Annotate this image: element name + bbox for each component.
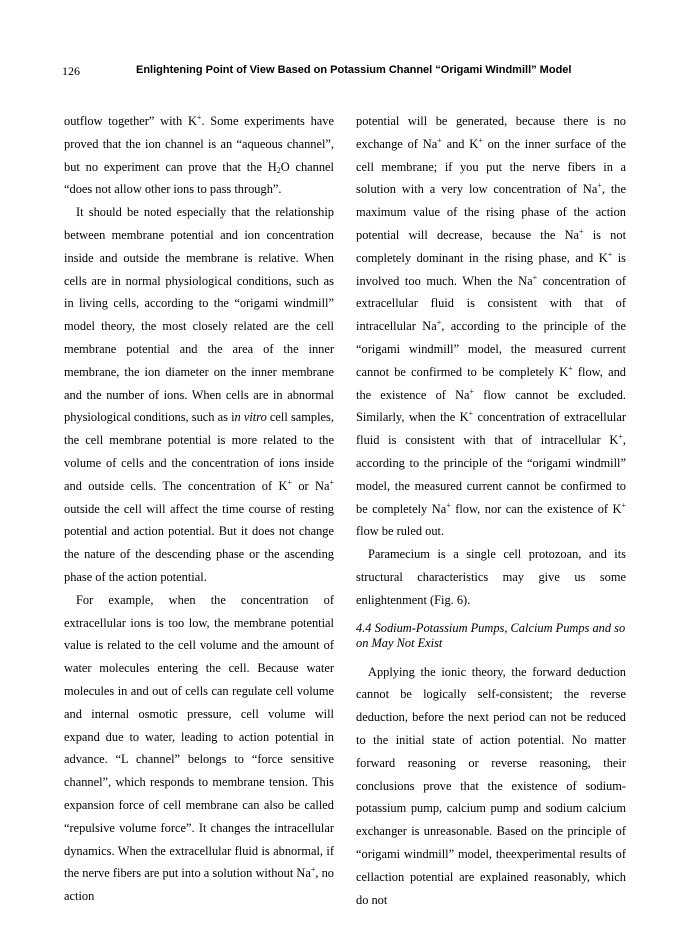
paragraph: Applying the ionic theory, the forward deduction cannot be logically self-consistent; the reverse deduction, before the next period can not be reduced to the initial state of action potential. No matter forward reasoning or reverse reasoning, their conclusions prove that the existence of sodium-potassium pump, calcium pump and sodium calcium exchanger is unreasonable. Based on the principle of “origami windmill” model, theexperimental results of cellaction potential are explained reasonably, which do not <box>356 664 626 907</box>
page-header <box>62 64 628 84</box>
paragraph: Paramecium is a single cell protozoan, and its structural characteristics may give us some enlightenment (Fig. 6). <box>356 547 626 607</box>
section-heading: 4.4 Sodium-Potassium Pumps, Calcium Pumps and so on May Not Exist <box>356 620 626 650</box>
paragraph: potential will be generated, because there is no exchange of Na+ and K+ on the inner surface of the cell membrane; if you put the nerve fibers in a solution with a very low concentration of Na+, the maximum value of the rising phase of the action potential will decrease, because the Na+ is not completely dominant in the rising phase, and K+ is involved too much. When the Na+ concentration of extracellular fluid is consistent with that of intracellular Na+, according to the principle of the “origami windmill” model, the measured current cannot be confirmed to be completely K+ flow, and the existence of Na+ flow cannot be excluded. Similarly, when the K+ concentration of extracellular fluid is consistent with that of intracellular K+, according to the principle of the “origami windmill” model, the measured current cannot be confirmed to be completely Na+ flow, nor can the existence of K+ flow be ruled out. <box>356 114 627 539</box>
running-title: Enlightening Point of View Based on Potassium Channel “Origami Windmill” Model <box>136 64 572 76</box>
left-column <box>64 110 334 908</box>
paragraph: It should be noted especially that the relationship between membrane potential and ion concentration inside and outside the membrane is relative. When cells are in normal physiological conditions, such as in living cells, according to the “origami windmill” model theory, the most closely related are the cell membrane potential and the area of the inner membrane, the ion diameter on the inner membrane and the number of ions. When cells are in abnormal physiological conditions, such as in vitro cell samples, the cell membrane potential is more related to the volume of cells and the concentration of ions inside and outside cells. The concentration of K+ or Na+ outside the cell will affect the time course of resting potential and action potential. But it does not change the nature of the descending phase or the ascending phase of the action potential. <box>64 205 334 584</box>
paragraph: outflow together” with K+. Some experiments have proved that the ion channel is an “aqueous channel”, but no experiment can prove that the $H_2O$ channel “does not allow other ions to pass through”. <box>64 113 334 197</box>
right-column <box>356 110 626 911</box>
page-number: 126 <box>62 64 80 78</box>
paragraph: For example, when the concentration of extracellular ions is too low, the membrane potential value is related to the cell volume and the amount of water molecules entering the cell. Because water molecules in and out of cells can regulate cell volume and internal osmotic pressure, cell volume will expand due to water, leading to action potential in advance. “L channel” belongs to “force sensitive channel”, which responds to membrane tension. This expansion force of cell membrane can also be called “repulsive volume force”. It changes the intracellular dynamics. When the extracellular fluid is abnormal, if the nerve fibers are put into a solution without Na+, no action <box>64 592 334 904</box>
